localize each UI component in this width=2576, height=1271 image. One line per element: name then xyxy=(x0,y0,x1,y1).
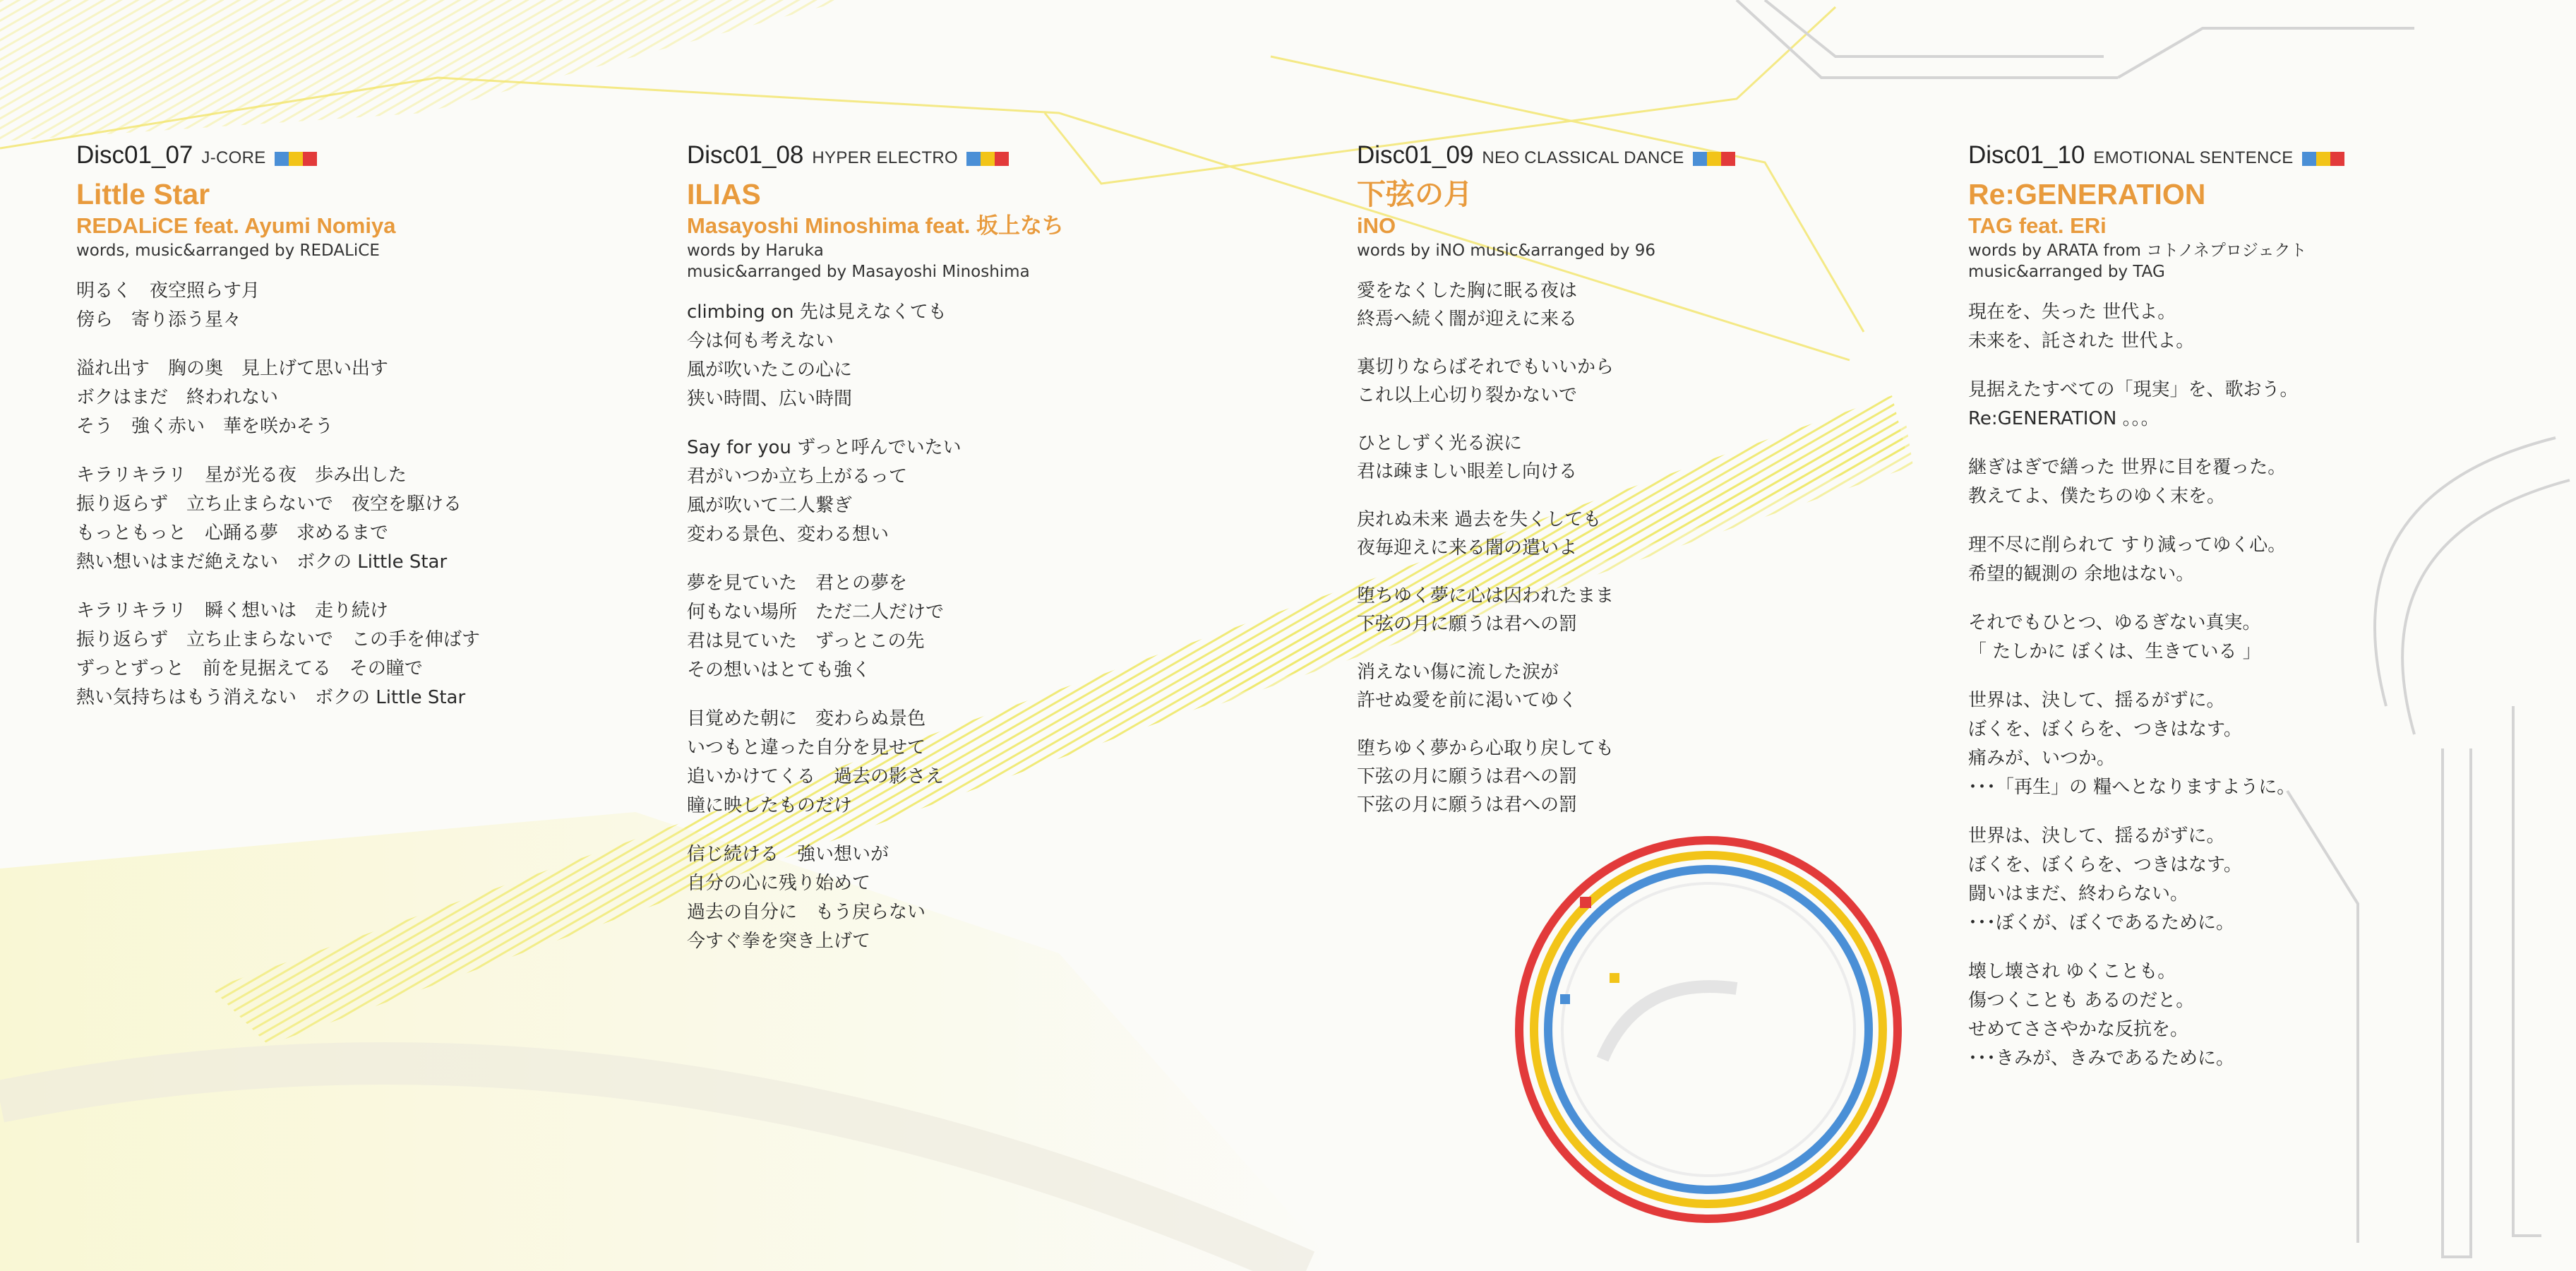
lyric-stanza xyxy=(76,597,627,712)
color-badge-icon xyxy=(2302,152,2344,166)
lyric-line: ･･･「再生」の 糧へとなりますように。 xyxy=(1968,777,2296,798)
lyric-stanza xyxy=(1968,453,2519,511)
lyric-line: 振り返らず 立ち止まらないで この手を伸ばす xyxy=(76,629,481,650)
lyric-stanza xyxy=(76,354,627,441)
lyric-line: 下弦の月に願うは君への罰 xyxy=(1357,614,1578,635)
lyric-line: ひとしずく光る涙に xyxy=(1357,433,1523,454)
lyric-line: 君がいつか立ち上がるって xyxy=(687,466,908,487)
lyric-line: 君は見ていた ずっとこの先 xyxy=(687,631,925,652)
credit-line: words, music&arranged by REDALiCE xyxy=(76,241,380,260)
lyric-stanza xyxy=(1968,376,2519,434)
lyric-line: 追いかけてくる 過去の影さえ xyxy=(687,766,945,787)
lyric-line: 世界は、決して、揺るがずに。 xyxy=(1968,825,2225,847)
lyric-line: もっともっと 心踊る夢 求めるまで xyxy=(76,523,389,544)
lyric-line: 痛みが、いつか。 xyxy=(1968,748,2116,769)
disc-header xyxy=(76,141,627,177)
lyric-line: Re:GENERATION 。。。 xyxy=(1968,408,2159,429)
lyric-line: 熱い想いはまだ絶えない ボクの Little Star xyxy=(76,551,448,573)
lyric-line: 堕ちゆく夢に心は囚われたまま xyxy=(1357,585,1615,607)
track-disc01-07 xyxy=(76,141,627,732)
lyric-stanza xyxy=(1357,353,1907,410)
lyric-line: せめてささやかな反抗を。 xyxy=(1968,1019,2189,1040)
track-disc01-10 xyxy=(1968,141,2519,1093)
color-badge-icon xyxy=(966,152,1009,166)
disc-header xyxy=(1968,141,2519,177)
badge-square xyxy=(289,152,303,166)
lyric-line: 今すぐ拳を突き上げて xyxy=(687,931,871,952)
credit-line: music&arranged by Masayoshi Minoshima xyxy=(687,263,1030,281)
credits xyxy=(687,240,1238,282)
lyric-line: 闘いはまだ、終わらない。 xyxy=(1968,883,2189,905)
lyric-stanza xyxy=(1968,822,2519,938)
badge-square xyxy=(1707,152,1721,166)
lyric-line: 自分の心に残り始めて xyxy=(687,873,871,894)
color-badge-icon xyxy=(275,152,317,166)
lyric-line: 下弦の月に願うは君への罰 xyxy=(1357,794,1578,816)
artist-name: iNO xyxy=(1357,213,1396,238)
badge-square xyxy=(2302,152,2316,166)
lyric-line: 世界は、決して、揺るがずに。 xyxy=(1968,690,2225,711)
lyric-line: 風が吹いたこの心に xyxy=(687,359,853,381)
lyric-line: 堕ちゆく夢から心取り戻しても xyxy=(1357,738,1615,759)
lyric-stanza xyxy=(1968,609,2519,667)
lyric-line: ボクはまだ 終われない xyxy=(76,387,279,408)
badge-square xyxy=(1721,152,1735,166)
credits xyxy=(1357,240,1907,261)
lyric-line: 風が吹いて二人繋ぎ xyxy=(687,495,853,516)
lyric-line: 終焉へ続く闇が迎えに来る xyxy=(1357,309,1578,330)
lyric-line: 夢を見ていた 君との夢を xyxy=(687,573,908,594)
lyric-line: 裏切りならばそれでもいいから xyxy=(1357,357,1615,378)
lyric-line: 希望的観測の 余地はない。 xyxy=(1968,563,2195,585)
lyric-line: ぼくを、ぼくらを、つきはなす。 xyxy=(1968,854,2242,876)
credit-line: music&arranged by TAG xyxy=(1968,263,2165,281)
lyric-line: 瞳に映したものだけ xyxy=(687,795,853,816)
lyric-line: 狭い時間、広い時間 xyxy=(687,388,853,410)
lyric-stanza xyxy=(687,840,1238,956)
lyric-stanza xyxy=(1357,429,1907,486)
lyric-line: 戻れぬ未来 過去を失くしても xyxy=(1357,509,1602,530)
lyric-line: 許せぬ愛を前に渇いてゆく xyxy=(1357,690,1578,711)
credit-line: words by ARATA from コトノネプロジェクト xyxy=(1968,241,2307,260)
lyric-line: climbing on 先は見えなくても xyxy=(687,302,947,323)
lyric-line: 理不尽に削られて すり減ってゆく心。 xyxy=(1968,535,2287,556)
lyric-line: 継ぎはぎで繕った 世界に目を覆った。 xyxy=(1968,457,2287,478)
lyric-line: 消えない傷に流した涙が xyxy=(1357,662,1559,683)
disc-header xyxy=(687,141,1238,177)
lyric-stanza xyxy=(1357,582,1907,638)
lyric-stanza xyxy=(1357,277,1907,333)
lyric-line: 信じ続ける 強い想いが xyxy=(687,844,889,865)
color-badge-icon xyxy=(1693,152,1735,166)
lyric-stanza xyxy=(1968,531,2519,589)
lyric-line: 傷つくことも あるのだと。 xyxy=(1968,990,2195,1011)
badge-square xyxy=(303,152,317,166)
lyric-line: 明るく 夜空照らす月 xyxy=(76,280,260,302)
disc-id: Disc01_07 xyxy=(76,141,193,169)
lyric-line: 変わる景色、変わる想い xyxy=(687,524,889,545)
credit-line: words by Haruka xyxy=(687,241,824,260)
lyric-stanza xyxy=(1357,506,1907,562)
badge-square xyxy=(981,152,995,166)
lyric-line: その想いはとても強く xyxy=(687,660,871,681)
song-title: Re:GENERATION xyxy=(1968,178,2206,210)
disc-header xyxy=(1357,141,1907,177)
lyric-stanza xyxy=(687,569,1238,685)
badge-square xyxy=(995,152,1009,166)
lyric-line: 今は何も考えない xyxy=(687,330,834,352)
genre-label: NEO CLASSICAL DANCE xyxy=(1482,148,1684,167)
lyric-line: ぼくを、ぼくらを、つきはなす。 xyxy=(1968,719,2242,740)
artist-name: Masayoshi Minoshima feat. 坂上なち xyxy=(687,213,1064,238)
lyric-line: ずっとずっと 前を見据えてる その瞳で xyxy=(76,658,423,679)
lyric-stanza xyxy=(687,298,1238,414)
song-title: Little Star xyxy=(76,178,210,210)
lyric-line: 君は疎ましい眼差し向ける xyxy=(1357,461,1578,482)
lyric-line: そう 強く赤い 華を咲かそう xyxy=(76,416,334,437)
lyric-line: ･･･ぼくが、ぼくであるために。 xyxy=(1968,912,2235,933)
lyric-stanza xyxy=(76,461,627,577)
lyric-line: キラリキラリ 瞬く想いは 走り続け xyxy=(76,600,389,621)
lyric-line: これ以上心切り裂かないで xyxy=(1357,385,1578,406)
genre-label: EMOTIONAL SENTENCE xyxy=(2093,148,2294,167)
lyric-line: Say for you ずっと呼んでいたい xyxy=(687,437,961,458)
song-title: 下弦の月 xyxy=(1357,178,1473,210)
lyric-line: キラリキラリ 星が光る夜 歩み出した xyxy=(76,465,407,486)
lyric-line: 夜毎迎えに来る闇の遣いよ xyxy=(1357,537,1578,559)
lyric-line: 傍ら 寄り添う星々 xyxy=(76,309,242,330)
track-disc01-08 xyxy=(687,141,1238,976)
badge-square xyxy=(2316,152,2330,166)
credits xyxy=(76,240,627,261)
lyric-stanza xyxy=(1968,957,2519,1073)
lyric-line: 振り返らず 立ち止まらないで 夜空を駆ける xyxy=(76,494,462,515)
disc-id: Disc01_08 xyxy=(687,141,804,169)
lyric-stanza xyxy=(76,277,627,335)
lyric-line: 壊し壊され ゆくことも。 xyxy=(1968,961,2176,982)
lyric-line: 過去の自分に もう戻らない xyxy=(687,902,926,923)
song-title: ILIAS xyxy=(687,178,761,210)
badge-square xyxy=(1693,152,1707,166)
credit-line: words by iNO music&arranged by 96 xyxy=(1357,241,1656,260)
lyric-line: 見据えたすべての「現実」を、歌おう。 xyxy=(1968,379,2299,400)
lyric-line: 教えてよ、僕たちのゆく末を。 xyxy=(1968,486,2226,507)
lyric-line: 下弦の月に願うは君への罰 xyxy=(1357,766,1578,787)
genre-label: HYPER ELECTRO xyxy=(812,148,959,167)
artist-name: REDALiCE feat. Ayumi Nomiya xyxy=(76,213,396,238)
lyric-line: 熱い気持ちはもう消えない ボクの Little Star xyxy=(76,687,466,708)
artist-name: TAG feat. ERi xyxy=(1968,213,2107,238)
credits xyxy=(1968,240,2519,282)
track-disc01-09 xyxy=(1357,141,1907,839)
lyric-line: 目覚めた朝に 変わらぬ景色 xyxy=(687,708,926,729)
lyric-line: 愛をなくした胸に眠る夜は xyxy=(1357,280,1578,302)
lyric-line: いつもと違った自分を見せて xyxy=(687,737,926,758)
lyric-stanza xyxy=(1357,734,1907,819)
disc-id: Disc01_09 xyxy=(1357,141,1474,169)
genre-label: J-CORE xyxy=(201,148,266,167)
badge-square xyxy=(2330,152,2344,166)
lyric-line: 何もない場所 ただ二人だけで xyxy=(687,602,945,623)
badge-square xyxy=(275,152,289,166)
lyric-stanza xyxy=(1968,686,2519,802)
lyric-stanza xyxy=(1968,298,2519,356)
lyric-line: 未来を、託された 世代よ。 xyxy=(1968,330,2195,352)
lyric-line: ･･･きみが、きみであるために。 xyxy=(1968,1048,2235,1069)
lyric-line: それでもひとつ、ゆるぎない真実。 xyxy=(1968,612,2261,633)
badge-square xyxy=(966,152,981,166)
lyric-line: 現在を、失った 世代よ。 xyxy=(1968,302,2176,323)
lyric-line: 「 たしかに ぼくは、生きている 」 xyxy=(1968,641,2261,662)
disc-id: Disc01_10 xyxy=(1968,141,2085,169)
lyric-stanza xyxy=(1357,658,1907,715)
lyric-stanza xyxy=(687,705,1238,821)
lyric-stanza xyxy=(687,434,1238,549)
lyric-line: 溢れ出す 胸の奥 見上げて思い出す xyxy=(76,358,389,379)
